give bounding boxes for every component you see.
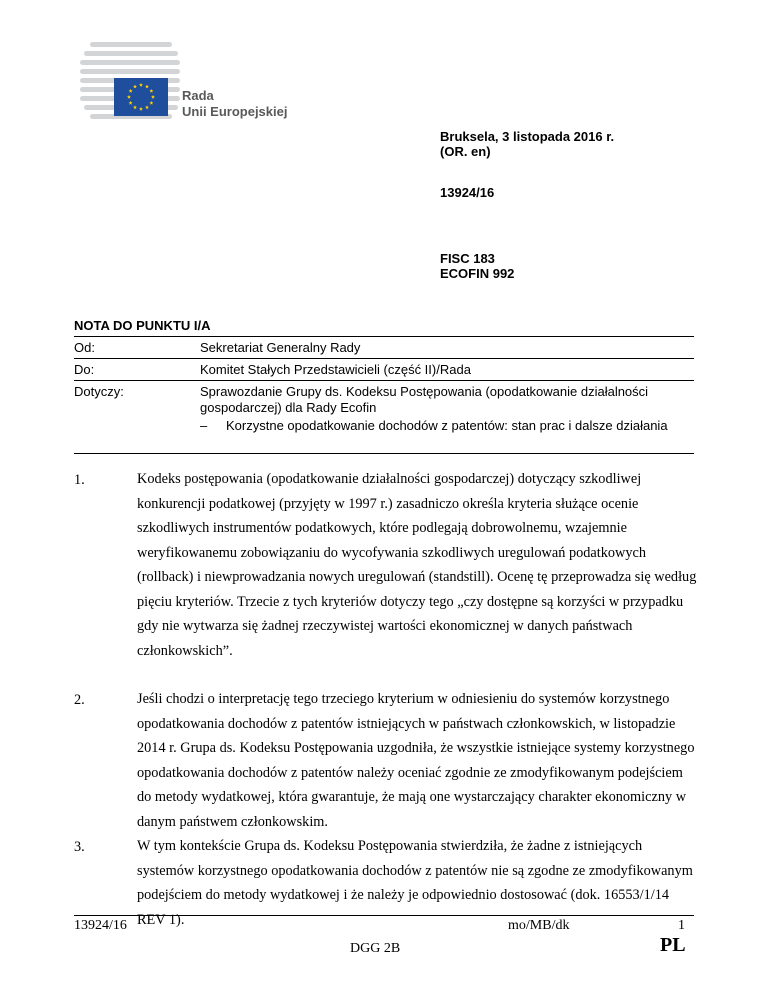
divider	[74, 336, 694, 337]
document-number: 13924/16	[440, 185, 495, 200]
divider	[74, 453, 694, 454]
subject-value: Sprawozdanie Grupy ds. Kodeksu Postępowania (opodatkowanie działalności gospodarczej) dla Rady Ecofin	[200, 384, 649, 415]
organization-name-line1: Rada	[182, 88, 214, 103]
organization-name-line2: Unii Europejskiej	[182, 104, 288, 119]
footer-initials: mo/MB/dk	[508, 918, 570, 933]
divider	[74, 380, 694, 381]
to-value: Komitet Stałych Przedstawicieli (część II)/Rada	[200, 362, 471, 377]
subject-sub-dash: –	[200, 418, 208, 433]
eu-flag-icon	[114, 78, 168, 116]
from-label: Od:	[74, 340, 95, 355]
footer-doc-number: 13924/16	[74, 918, 127, 933]
paragraph-number: 2.	[74, 692, 85, 708]
paragraph-number: 1.	[74, 472, 85, 488]
from-value: Sekretariat Generalny Rady	[200, 340, 361, 355]
to-label: Do:	[74, 362, 95, 377]
footer-department: DGG 2B	[350, 941, 401, 956]
divider	[74, 358, 694, 359]
nota-title: NOTA DO PUNKTU I/A	[74, 318, 211, 333]
place-date: Bruksela, 3 listopada 2016 r.	[440, 129, 615, 144]
subject-sub: Korzystne opodatkowanie dochodów z patentów: stan prac i dalsze działania	[226, 418, 668, 433]
organization-name	[182, 88, 287, 120]
subject-label: Dotyczy:	[74, 384, 124, 399]
page-number: 1	[678, 918, 685, 933]
footer-divider	[74, 915, 694, 916]
paragraph-text: Kodeks postępowania (opodatkowanie działalności gospodarczej) dotyczący szkodliwej konkurencji podatkowej (przyjęty w 1997 r.) zasadniczo określa kryteria służące ocenie szkodliwych instrumentów podatkowych, które podlegają dobrowolnemu, wzajemnie weryfikowanemu zobowiązaniu do wycofywania szkodliwych uregulowań podatkowych (rollback) i niewprowadzania nowych uregulowań (standstill). Ocenę tę przeprowadza się według pięciu kryteriów. Trzecie z tych kryteriów dotyczy tego „czy dostępne są korzyści w przypadku gdy nie wytwarza się żadnej rzeczywistej wartości ekonomicznej w danych państwach członkowskich”.	[137, 471, 697, 659]
council-logo	[76, 38, 186, 120]
paragraph-number: 3.	[74, 839, 85, 855]
language-code: PL	[660, 934, 686, 956]
code-ecofin: ECOFIN 992	[440, 266, 515, 281]
code-fisc: FISC 183	[440, 251, 495, 266]
paragraph-text: Jeśli chodzi o interpretację tego trzeciego kryterium w odniesieniu do systemów korzystnego opodatkowania dochodów z patentów istniejących w państwach członkowskich, w listopadzie 2014 r. Grupa ds. Kodeksu Postępowania uzgodniła, że wszystkie istniejące systemy korzystnego opodatkowania dochodów z patentów należy oceniać zgodnie ze zmodyfikowanym podejściem do metody wydatkowej, która gwarantuje, że mają one wystarczający charakter ekonomiczny w danym państwem członkowskim.	[137, 691, 695, 830]
original-language: (OR. en)	[440, 144, 491, 159]
paragraph-text: W tym kontekście Grupa ds. Kodeksu Postępowania stwierdziła, że żadne z istniejących systemów korzystnego opodatkowania dochodów z patentów nie są zgodne ze zmodyfikowanym podejściem do metody wydatkowej i że należy je odpowiednio dostosować (dok. 16553/1/14 REV 1).	[137, 838, 693, 928]
